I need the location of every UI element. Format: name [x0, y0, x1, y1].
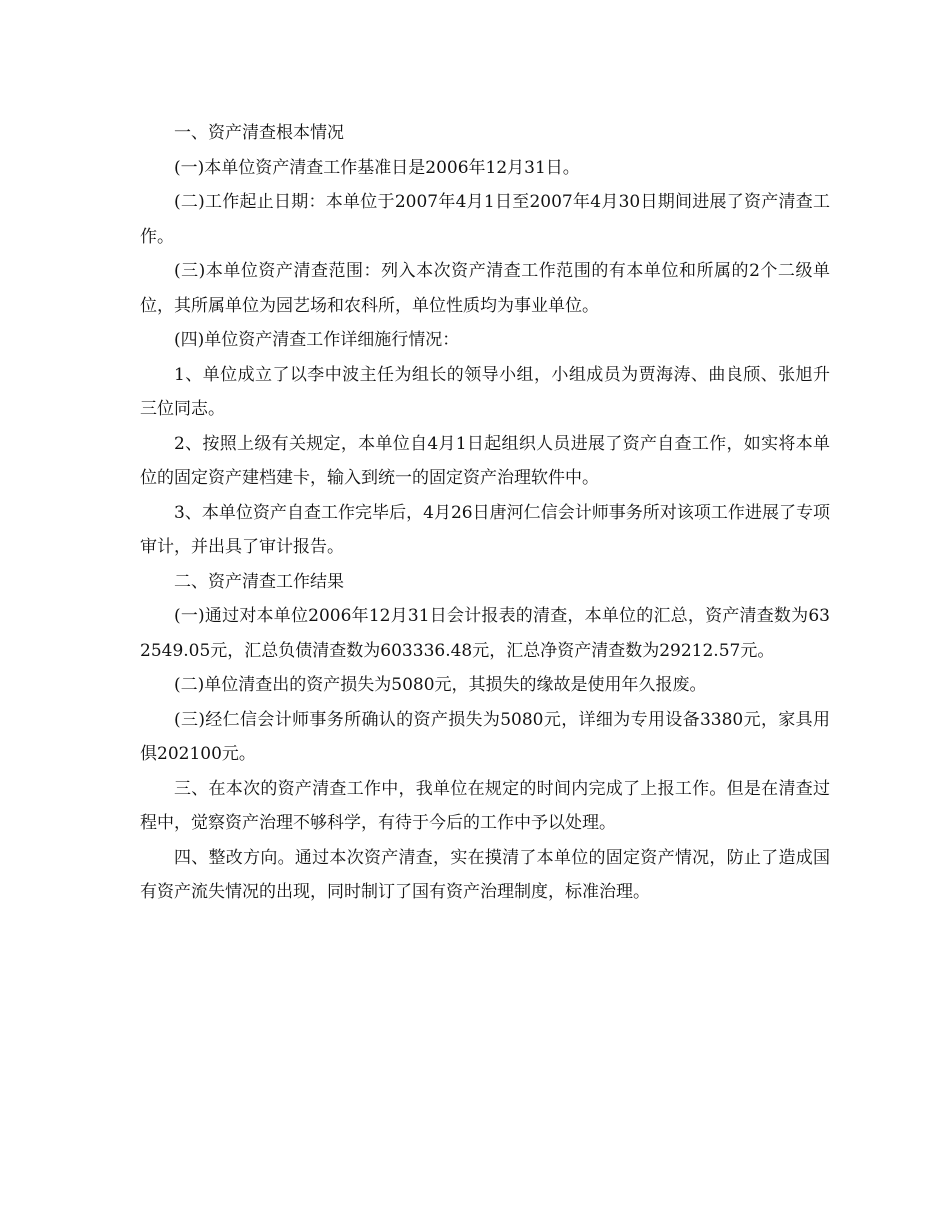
paragraph-asset-loss: (二)单位清查出的资产损失为5080元，其损失的缘故是使用年久报废。: [174, 675, 707, 695]
paragraph-confirmed-loss: (三)经仁信会计师事务所确认的资产损失为5080元，详细为专用设备3380元，家具用俱202100元。: [140, 709, 830, 764]
paragraph-summary-figures: (一)通过对本单位2006年12月31日会计报表的清查，本单位的汇总，资产清查数为632549.05元，汇总负债清查数为603336.48元，汇总净资产清查数为29212.57元。: [140, 606, 830, 661]
heading-section-1: 一、资产清查根本情况: [174, 123, 344, 143]
heading-section-2: 二、资产清查工作结果: [174, 571, 344, 592]
paragraph-section-4: 四、整改方向。通过本次资产清查，实在摸清了本单位的固定资产情况，防止了造成国有资产流失情况的出现，同时制订了国有资产治理制度，标准治理。: [140, 847, 830, 902]
paragraph-self-check: 2、按照上级有关规定，本单位自4月1日起组织人员进展了资产自查工作，如实将本单位的固定资产建档建卡，输入到统一的固定资产治理软件中。: [140, 433, 830, 488]
paragraph-scope: (三)本单位资产清查范围：列入本次资产清查工作范围的有本单位和所属的2个二级单位，其所属单位为园艺场和农科所，单位性质均为事业单位。: [140, 261, 830, 316]
document-body: [140, 116, 830, 910]
paragraph-leadership-group: 1、单位成立了以李中波主任为组长的领导小组，小组成员为贾海涛、曲良颀、张旭升三位同志。: [140, 364, 830, 419]
paragraph-work-period: (二)工作起止日期：本单位于2007年4月1日至2007年4月30日期间进展了资产清查工作。: [140, 192, 830, 247]
paragraph-implementation-heading: (四)单位资产清查工作详细施行情况：: [174, 330, 460, 350]
paragraph-base-date: (一)本单位资产清查工作基准日是2006年12月31日。: [174, 157, 580, 178]
paragraph-audit: 3、本单位资产自查工作完毕后，4月26日唐河仁信会计师事务所对该项工作进展了专项审计，并出具了审计报告。: [140, 502, 830, 557]
paragraph-section-3: 三、在本次的资产清查工作中，我单位在规定的时间内完成了上报工作。但是在清查过程中，觉察资产治理不够科学，有待于今后的工作中予以处理。: [140, 778, 830, 833]
